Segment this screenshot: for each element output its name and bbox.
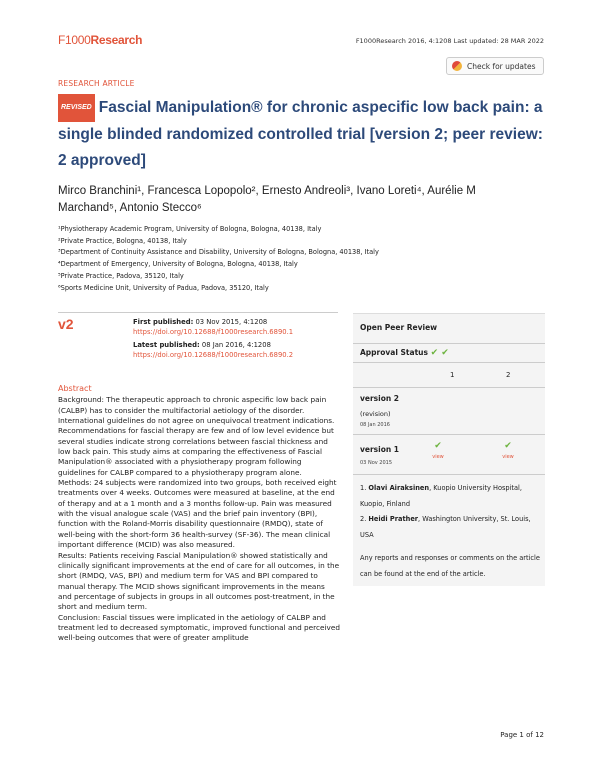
panel-heading: Open Peer Review	[360, 323, 438, 332]
divider	[353, 362, 545, 363]
version-label: v2	[58, 316, 74, 332]
version-1-date: 03 Nov 2015	[360, 460, 393, 466]
affiliation: ¹Physiotherapy Academic Program, University of Bologna, Bologna, 40138, Italy	[58, 225, 322, 233]
affiliation: ³Department of Continuity Assistance and Disability, University of Bologna, Bologna, 40138, Italy	[58, 248, 379, 257]
divider	[58, 312, 338, 313]
view-report-2-link[interactable]: view	[502, 454, 514, 460]
reviewer-2[interactable]: 2. Heidi Prather, Washington University, St. Louis, USA	[360, 515, 531, 539]
divider	[353, 474, 545, 475]
crossmark-icon	[452, 61, 462, 71]
latest-published-doi-link[interactable]: https://doi.org/10.12688/f1000research.6890.2	[133, 350, 294, 359]
version-2-sub: (revision)	[360, 410, 391, 418]
approved-check-icons: ✔ ✔	[430, 348, 449, 358]
abstract-heading: Abstract	[58, 384, 92, 393]
reviewer-column-2: 2	[506, 371, 511, 379]
page-number: Page 1 of 12	[500, 731, 544, 739]
affiliation: ²Private Practice, Bologna, 40138, Italy	[58, 236, 187, 245]
affiliations	[58, 224, 379, 294]
abstract-background: Background: The therapeutic approach to chronic aspecific low back pain (CALBP) has to consider the multifactorial aetiology of the disorder. International guidelines do not agree on unequivocal treatment indications. Recommendations for fascial therapy are few and of low level evidence but several studies indicate strong correlations between fascial thickness and low back pain. This study aims at comparing the effectiveness of Fascial Manipulation® associated with a physiotherapy program following guidelines for CALBP compared to a physiotherapy program alone.	[58, 395, 335, 477]
author-list: Mirco Branchini¹, Francesca Lopopolo², Ernesto Andreoli³, Ivano Loreti⁴, Aurélie M Marchand⁵, Antonio Stecco⁶	[58, 185, 476, 214]
reviewer-column-1: 1	[450, 371, 455, 379]
first-published: First published: 03 Nov 2015, 4:1208 https://doi.org/10.12688/f1000research.6890.1	[133, 318, 294, 336]
reports-note: Any reports and responses or comments on the article can be found at the end of the article.	[360, 554, 540, 578]
approval-status: Approval Status ✔ ✔	[360, 348, 449, 358]
abstract-results: Results: Patients receiving Fascial Manipulation® showed statistically and clinically significant improvements at the end of care for all outcomes, in the short (RMDQ, VAS, BPI) and medium term for VAS and BPI compared to manual therapy. The MCID shows significant improvements in the means and percentage of subjects in groups in all outcomes post-treatment, in the short and medium term.	[58, 550, 340, 612]
check-for-updates-button[interactable]: Check for updates	[446, 57, 544, 75]
affiliation: ⁴Department of Emergency, University of Bologna, Bologna, 40138, Italy	[58, 260, 298, 269]
abstract-conclusion: Conclusion: Fascial tissues were implicated in the aetiology of CALBP and treatment led to decreased symptomatic, improved functional and perceived well-being outcomes that were of greater amplitude	[58, 612, 340, 643]
first-published-doi-link[interactable]: https://doi.org/10.12688/f1000research.6890.1	[133, 327, 294, 336]
f1000research-logo[interactable]: F1000Research	[58, 33, 143, 47]
check-icon: ✔	[434, 441, 442, 451]
divider	[353, 387, 545, 388]
divider	[353, 343, 545, 344]
version-2-label[interactable]: version 2	[360, 394, 400, 403]
abstract-methods: Methods: 24 subjects were randomized into two groups, both received eight treatments over 4 weeks. Outcomes were measured at baseline, at the end of therapy and at a 1 month and a 3 months follow-up. Pain was measured with the visual analogue scale (VAS) and the brief pain inventory (BPI), function with the Roland-Morris disability questionnaire (RMDQ), state of well-being with the short-form 36 health-survey (SF-36). The mean clinical important difference (MCID) was also measured.	[58, 478, 337, 550]
revised-badge: REVISED	[58, 94, 95, 122]
affiliation: ⁶Sports Medicine Unit, University of Padua, Padova, 35120, Italy	[58, 283, 269, 292]
reviewer-1[interactable]: 1. Olavi Airaksinen, Kuopio University Hospital, Kuopio, Finland	[360, 484, 522, 508]
abstract	[58, 384, 340, 644]
article-type: RESEARCH ARTICLE	[58, 79, 135, 88]
open-peer-review-panel	[353, 313, 545, 586]
version-1-label[interactable]: version 1	[360, 445, 400, 454]
divider	[353, 434, 545, 435]
article-title: REVISED Fascial Manipulation® for chronic aspecific low back pain: a single blinded randomized controlled trial [version 2; peer review: 2 approved]	[58, 94, 548, 174]
affiliation: ⁵Private Practice, Padova, 35120, Italy	[58, 271, 184, 280]
version-2-date: 08 Jan 2016	[360, 422, 390, 428]
check-icon: ✔	[504, 441, 512, 451]
citation-line: F1000Research 2016, 4:1208 Last updated: 28 MAR 2022	[355, 37, 544, 45]
latest-published: Latest published: 08 Jan 2016, 4:1208 https://doi.org/10.12688/f1000research.6890.2	[133, 341, 294, 359]
view-report-1-link[interactable]: view	[432, 454, 444, 460]
